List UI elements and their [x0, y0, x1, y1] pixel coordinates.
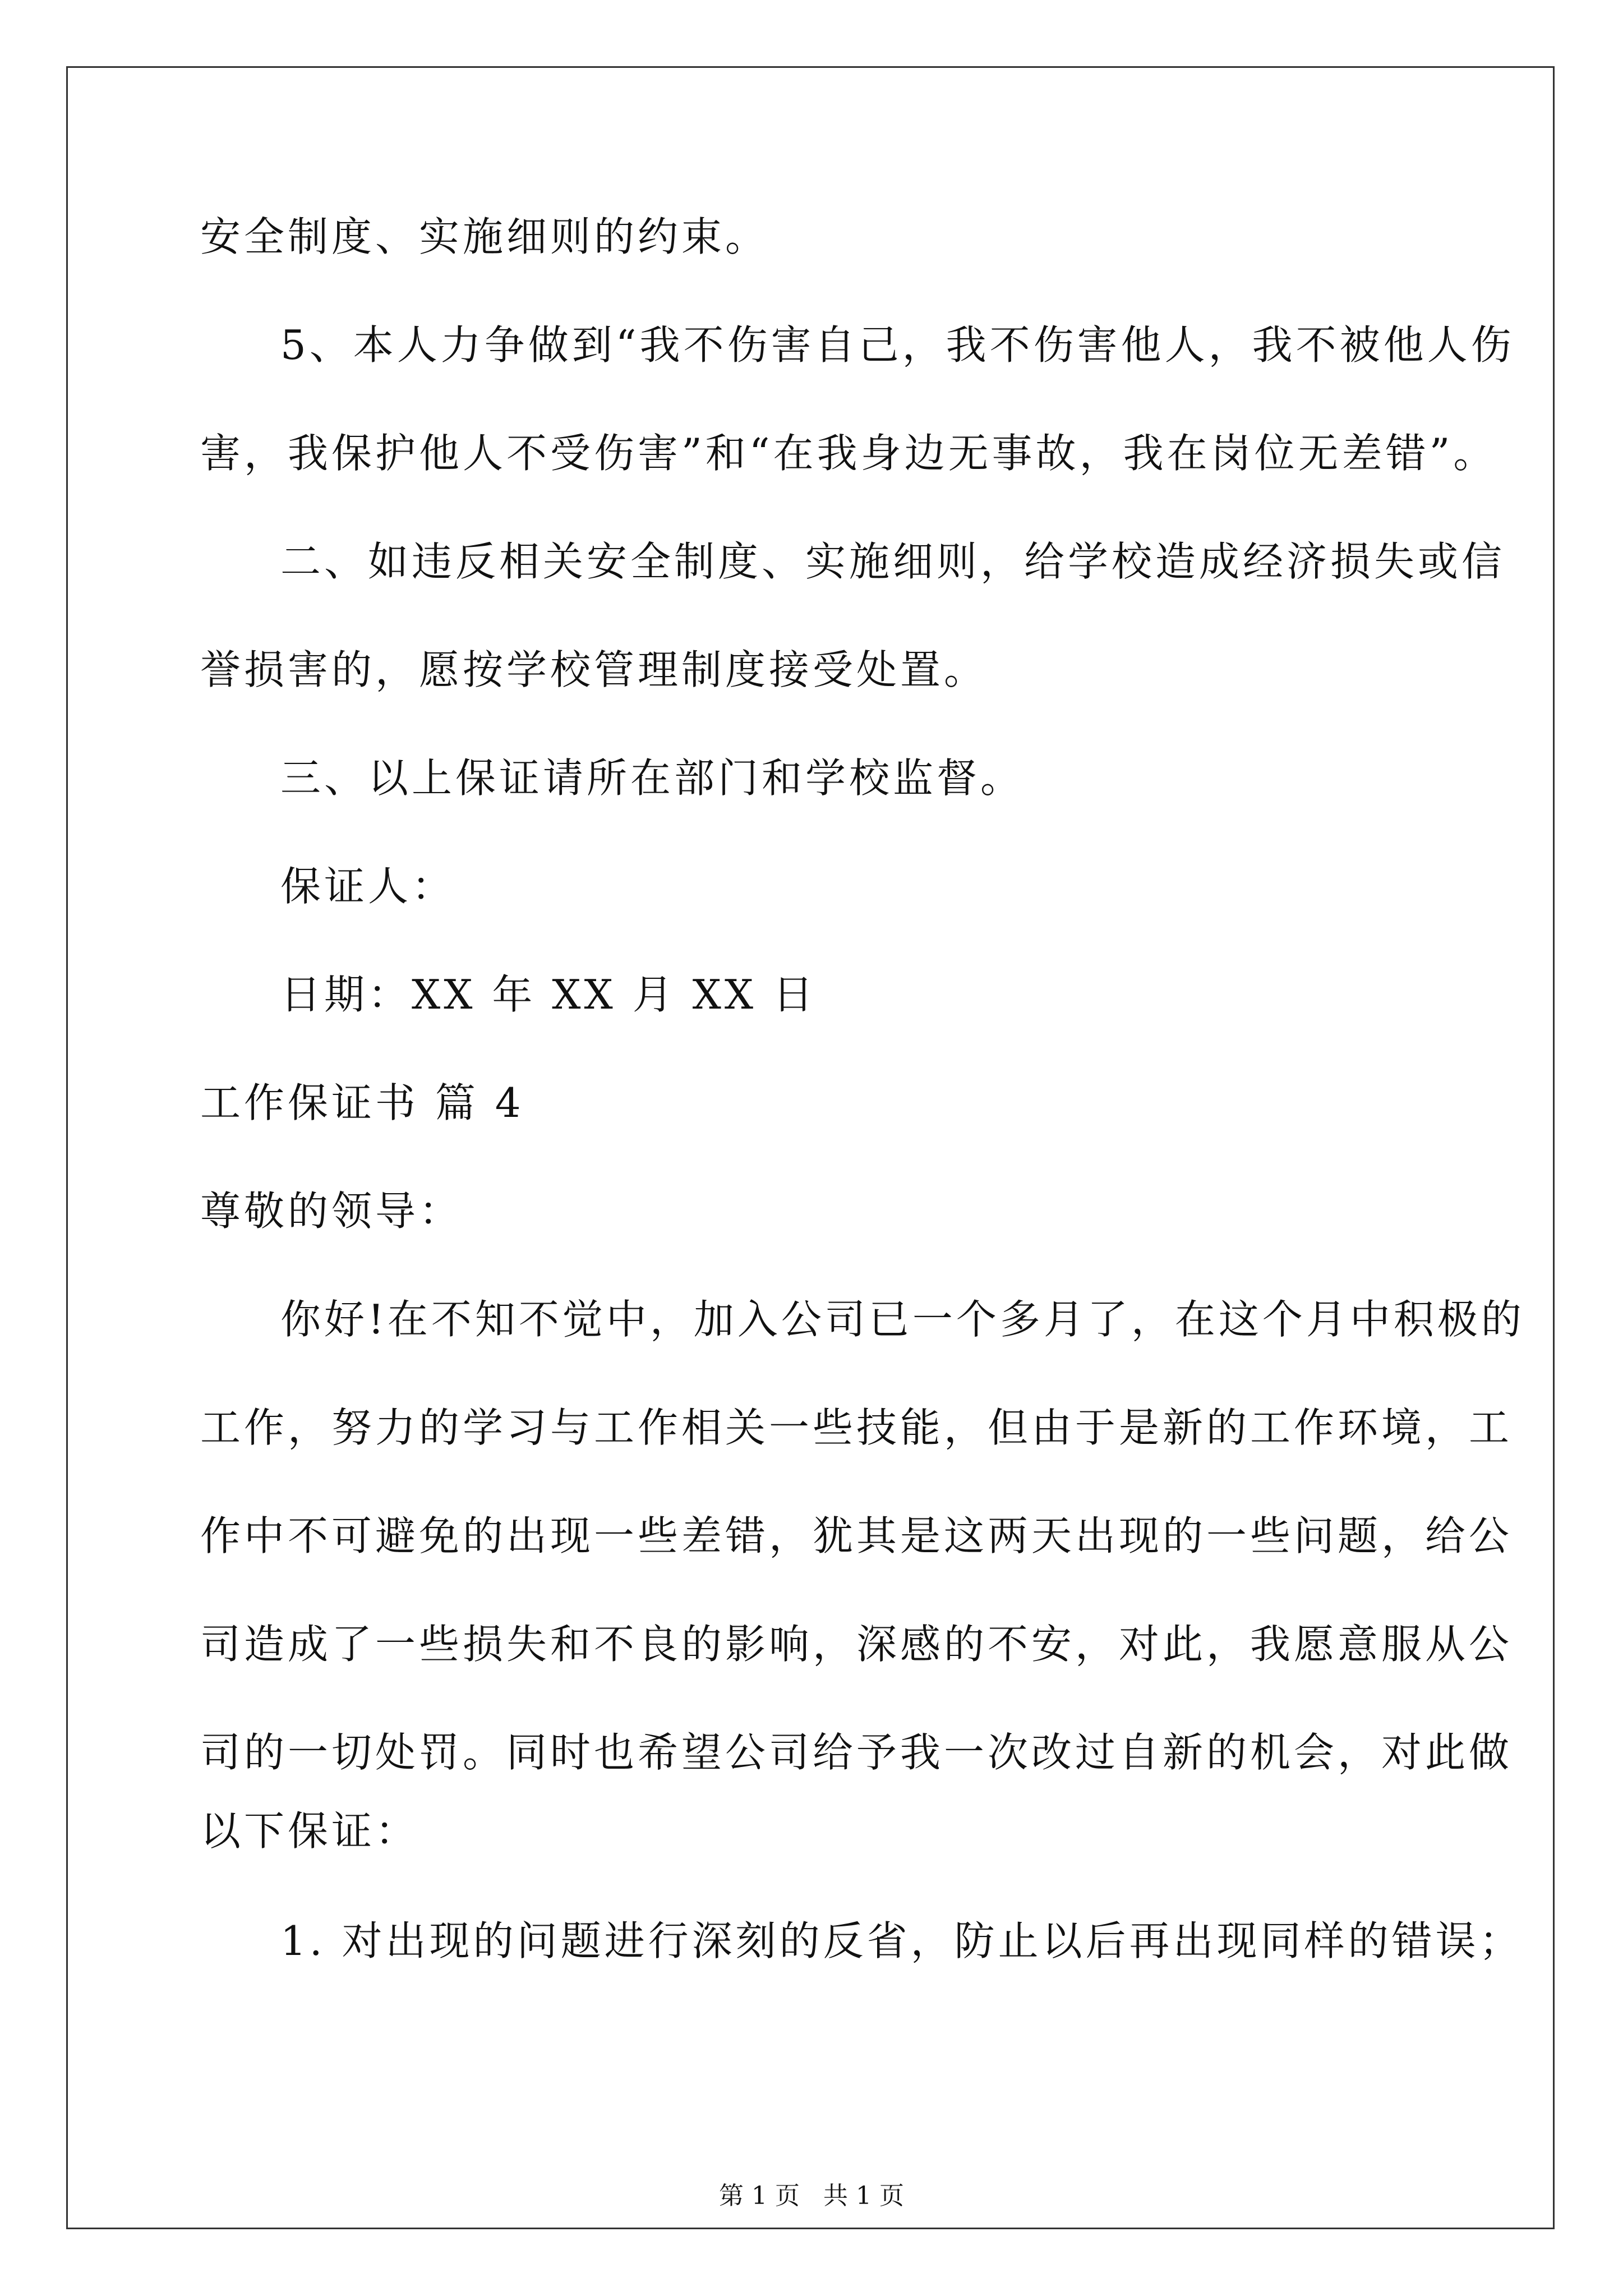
text-line-14: 司造成了一些损失和不良的影响，深感的不安，对此，我愿意服从公	[200, 1621, 1513, 1668]
text-line-4: 二、如违反相关安全制度、实施细则，给学校造成经济损失或信	[280, 538, 1506, 585]
text-line-7: 保证人：	[280, 863, 456, 910]
text-line-12: 工作，努力的学习与工作相关一些技能，但由于是新的工作环境，工	[200, 1404, 1513, 1451]
text-line-13: 作中不可避免的出现一些差错，犹其是这两天出现的一些问题，给公	[200, 1512, 1513, 1559]
page-number-footer: 第 1 页 共 1 页	[719, 2182, 904, 2210]
text-line-3: 害，我保护他人不受伤害”和“在我身边无事故，我在岗位无差错”。	[200, 430, 1497, 477]
section-heading: 工作保证书 篇 4	[200, 1079, 524, 1126]
text-line-11: 你好!在不知不觉中，加入公司已一个多月了，在这个月中积极的	[280, 1296, 1525, 1343]
text-line-17: 1. 对出现的问题进行深刻的反省，防止以后再出现同样的错误；	[280, 1917, 1523, 1964]
salutation: 尊敬的领导：	[200, 1188, 463, 1235]
text-line-16: 以下保证：	[200, 1807, 419, 1855]
text-line-15: 司的一切处罚。同时也希望公司给予我一次改过自新的机会，对此做	[200, 1729, 1513, 1776]
text-line-5: 誉损害的，愿按学校管理制度接受处置。	[200, 646, 988, 693]
text-line-8: 日期：XX 年 XX 月 XX 日	[280, 971, 817, 1018]
page-border	[66, 66, 1555, 2229]
text-line-1: 安全制度、实施细则的约束。	[200, 213, 769, 260]
text-line-2: 5、本人力争做到“我不伤害自己，我不伤害他人，我不被他人伤	[280, 321, 1515, 369]
text-line-6: 三、以上保证请所在部门和学校监督。	[280, 754, 1025, 802]
